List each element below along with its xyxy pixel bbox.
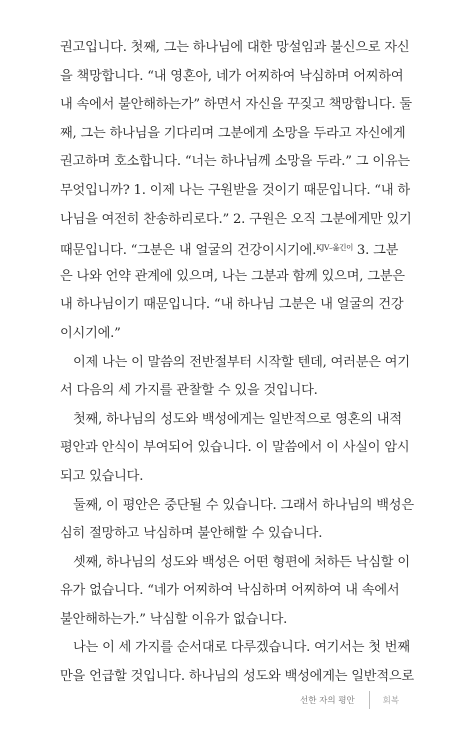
paragraph-start-line: 나는 이 세 가지를 순서대로 다루겠습니다. 여기서는 첫 번째 [73,640,410,656]
text-line: 무엇입니까? 1. 이제 나는 구원받을 것이기 때문입니다. “내 하 [60,182,410,198]
text-line: 불안해하는가.” 낙심할 이유가 없습니다. [60,611,288,627]
text-line: 을 책망합니다. “내 영혼아, 네가 어찌하여 낙심하며 어찌하여 [60,68,404,84]
text-line: 이시기에.” [60,325,121,341]
paragraph-start-line: 이제 나는 이 말씀의 전반절부터 시작할 텐데, 여러분은 여기 [73,354,410,370]
text-line: 심히 절망하고 낙심하며 불안해할 수 있습니다. [60,526,323,542]
line-text: 때문입니다. “그분은 내 얼굴의 건강이시기에. [60,243,317,259]
page-number: 회복 [382,696,400,706]
text-line [60,234,411,263]
text-line: 나님을 여전히 찬송하리로다.” 2. 구원은 오직 그분에게만 있기 [60,211,412,227]
text-line: 유가 없습니다. “네가 어찌하여 낙심하며 어찌하여 내 속에서 [60,583,400,599]
text-line: 평안과 안식이 부여되어 있습니다. 이 말씀에서 이 사실이 암시 [60,440,410,456]
footer-divider [369,691,370,709]
page-footer [300,691,399,709]
text-line: 째, 그는 하나님을 기다리며 그분에게 소망을 두라고 자신에게 [60,125,406,141]
running-title: 선한 자의 평안 [300,696,355,706]
translator-note: KJV–옮긴이 [316,243,353,253]
paragraph-start-line: 셋째, 하나님의 성도와 백성은 어떤 형편에 처하든 낙심할 이 [73,554,410,570]
line-text-continued: 3. 그분 [352,243,399,259]
text-line: 권고입니다. 첫째, 그는 하나님에 대한 망설임과 불신으로 자신 [60,40,410,55]
text-line: 서 다음의 세 가지를 관찰할 수 있을 것입니다. [60,383,318,399]
paragraph-start-line: 둘째, 이 평안은 중단될 수 있습니다. 그래서 하나님의 백성은 [73,497,414,513]
text-line: 내 하나님이기 때문입니다. “내 하나님 그분은 내 얼굴의 건강 [60,297,404,313]
text-line: 권고하며 호소합니다. “너는 하나님께 소망을 두라.” 그 이유는 [60,154,410,170]
paragraph-start-line: 첫째, 하나님의 성도와 백성에게는 일반적으로 영혼의 내적 [73,411,402,427]
text-line: 은 나와 언약 관계에 있으며, 나는 그분과 함께 있으며, 그분은 [60,268,405,284]
text-line: 만을 언급할 것입니다. 하나님의 성도와 백성에게는 일반적으로 [60,669,414,685]
page-body [60,34,414,692]
text-line: 내 속에서 불안해하는가” 하면서 자신을 꾸짖고 책망합니다. 둘 [60,97,412,113]
text-line: 되고 있습니다. [60,468,144,484]
